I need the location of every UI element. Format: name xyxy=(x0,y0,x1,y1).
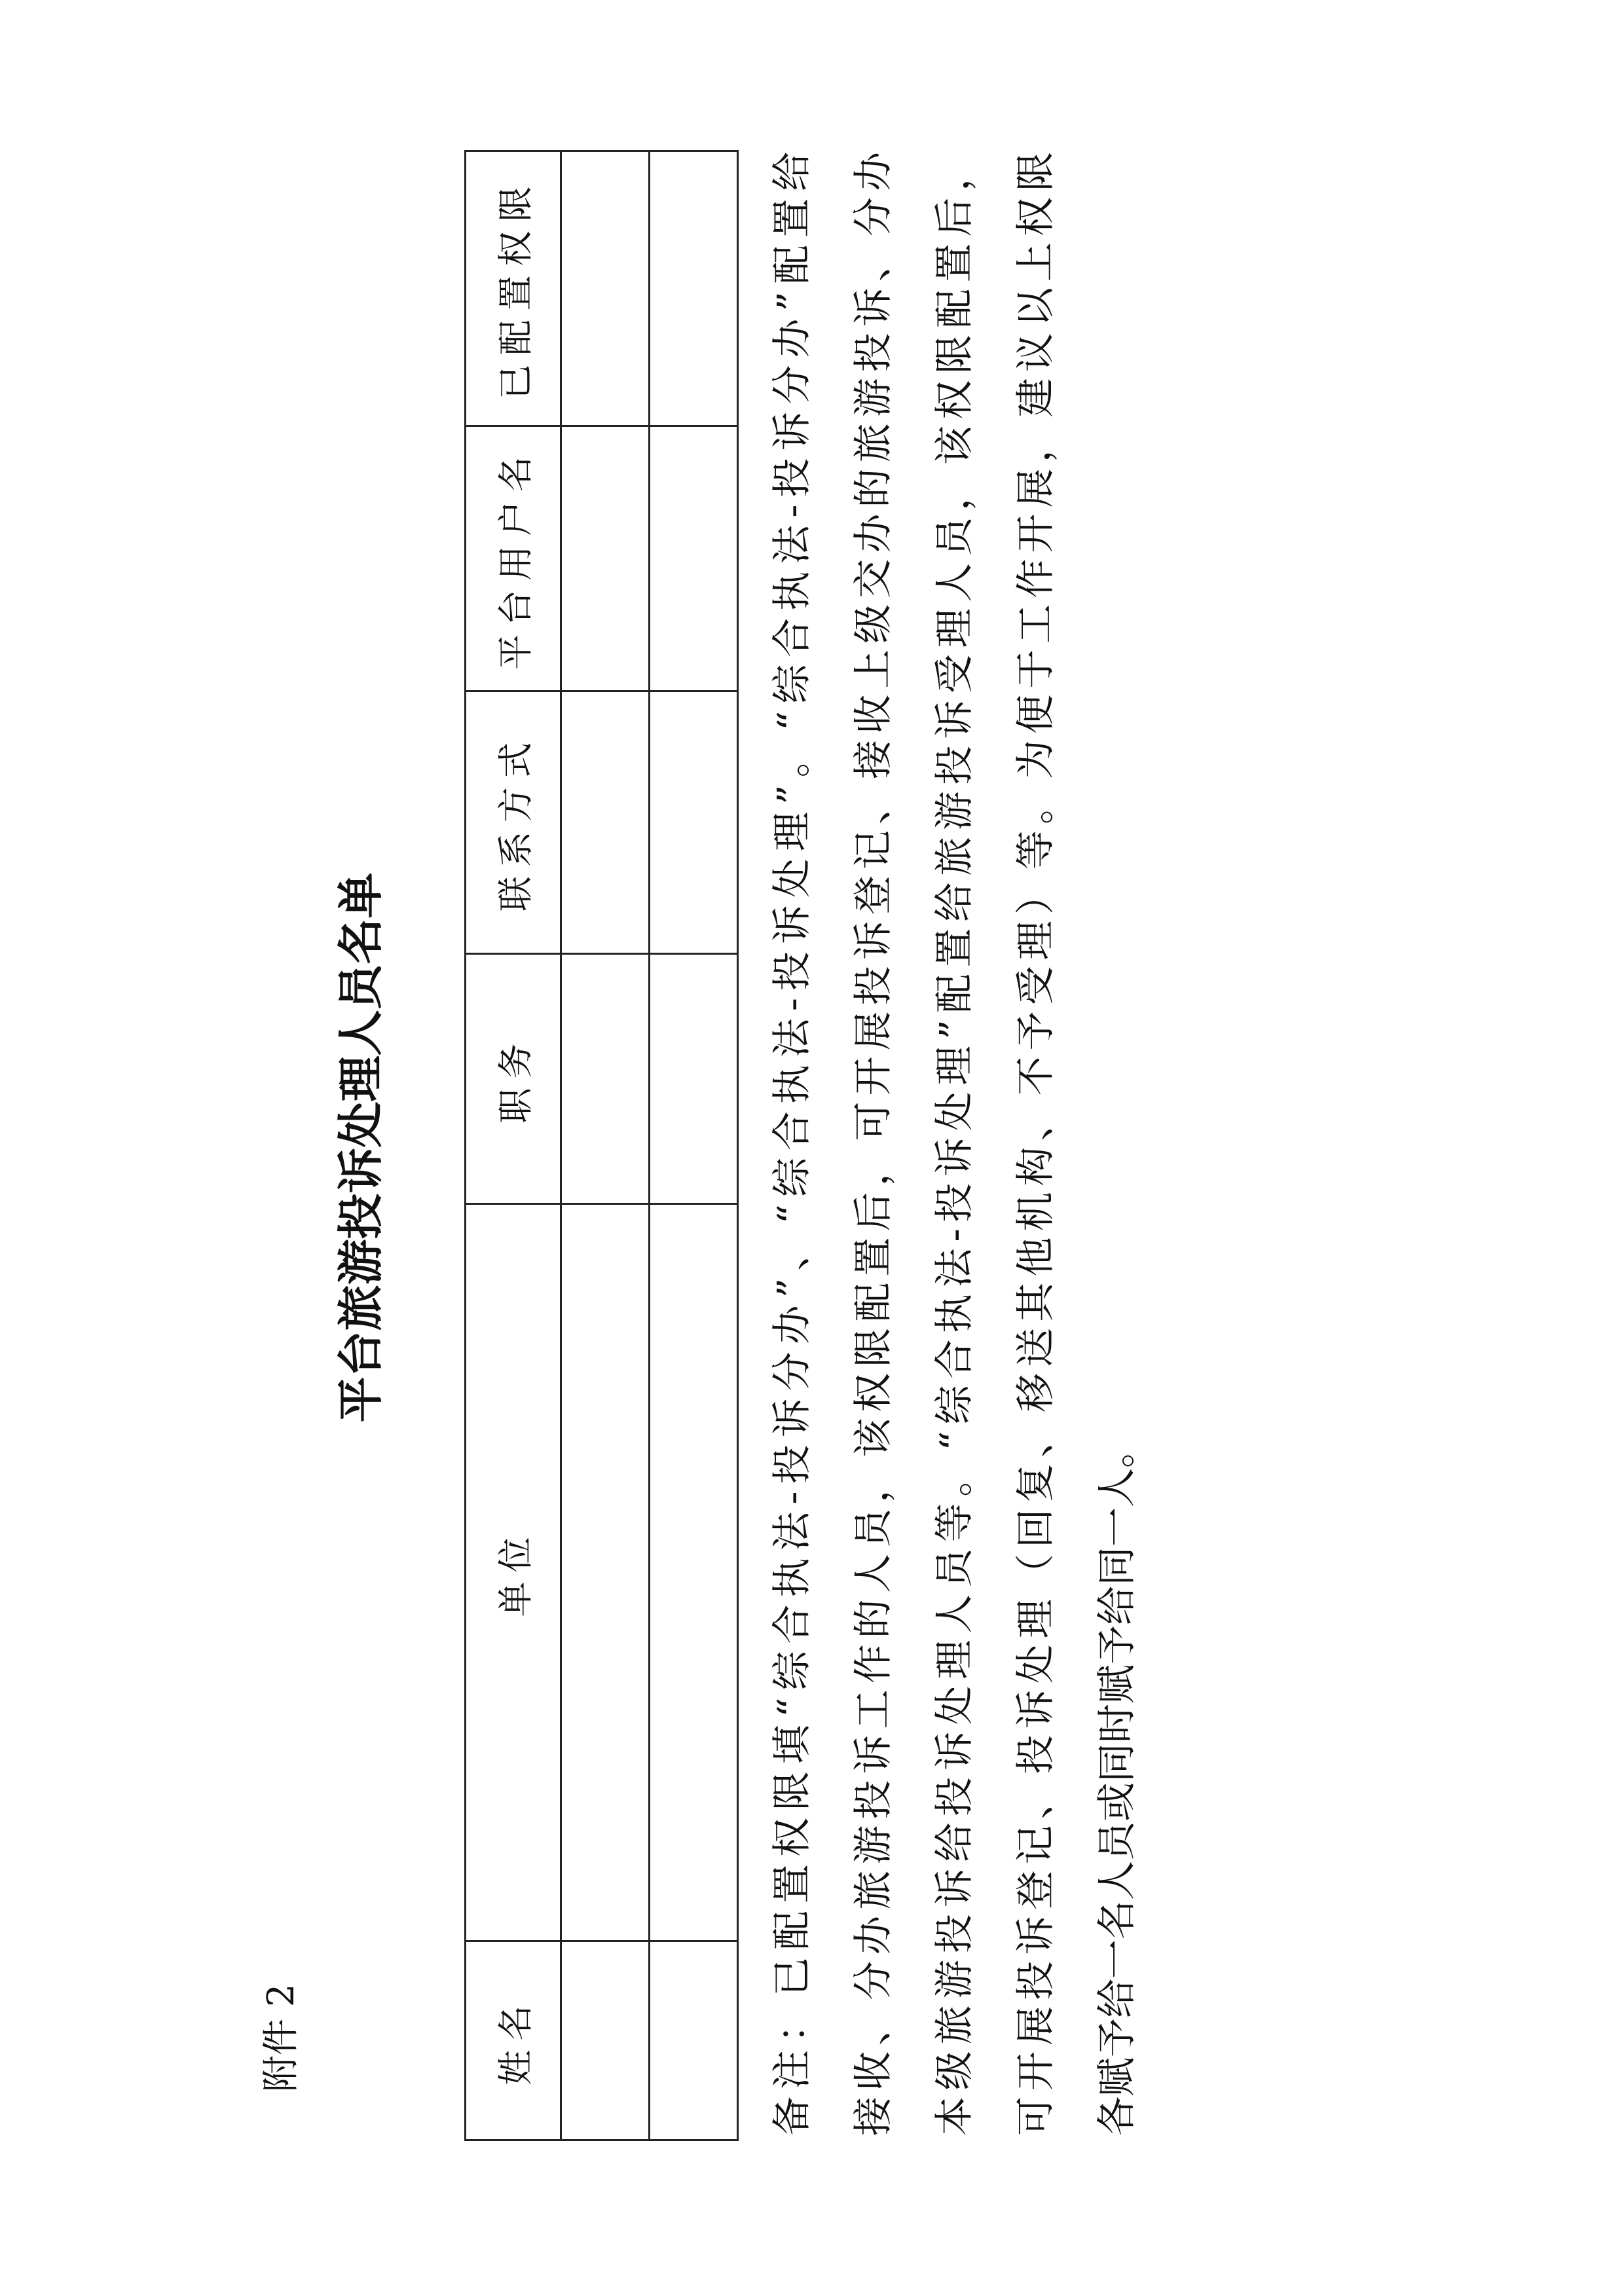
table-cell xyxy=(650,151,738,426)
table-cell xyxy=(650,426,738,691)
table-cell xyxy=(561,1204,650,1941)
table-cell xyxy=(561,691,650,954)
notes-line: 可开展投诉登记、投诉处理（回复、移送其他机构、不予受理）等。为便于工作开展，建议以上权限 xyxy=(1013,152,1059,2136)
table-cell xyxy=(561,151,650,426)
table-row xyxy=(650,151,738,2140)
header-name: 姓名 xyxy=(466,1941,561,2140)
header-username: 平台用户名 xyxy=(466,426,561,691)
document-title: 平台旅游投诉处理人员名单 xyxy=(333,872,388,1423)
table-cell xyxy=(650,691,738,954)
notes-line: 备注：已配置权限填“综合执法-投诉分办”、“综合执法-投诉处理”。“综合执法-投诉分办”配置给 xyxy=(769,152,815,2136)
notes-line: 各赋予给一名人员或同时赋予给同一人。 xyxy=(1094,1429,1140,2136)
attachment-label: 附件 2 xyxy=(260,1983,303,2092)
table-row xyxy=(561,151,650,2140)
header-position: 职务 xyxy=(466,954,561,1204)
table-cell xyxy=(650,1941,738,2140)
table-cell xyxy=(650,954,738,1204)
notes-paragraph xyxy=(766,152,1172,2136)
header-permissions: 已配置权限 xyxy=(466,151,561,426)
table-header-row xyxy=(466,151,561,2140)
table-cell xyxy=(650,1204,738,1941)
personnel-table xyxy=(464,150,739,2141)
table-cell xyxy=(561,426,650,691)
table-cell xyxy=(561,1941,650,2140)
notes-line: 接收、分办旅游投诉工作的人员，该权限配置后，可开展投诉登记、接收上级交办的旅游投诉、分办 xyxy=(851,152,896,2136)
header-contact: 联系方式 xyxy=(466,691,561,954)
notes-line: 本级旅游投诉给投诉处理人员等。“综合执法-投诉处理”配置给旅游投诉受理人员，该权限配置后， xyxy=(932,152,978,2136)
table-cell xyxy=(561,954,650,1204)
header-unit: 单位 xyxy=(466,1204,561,1941)
